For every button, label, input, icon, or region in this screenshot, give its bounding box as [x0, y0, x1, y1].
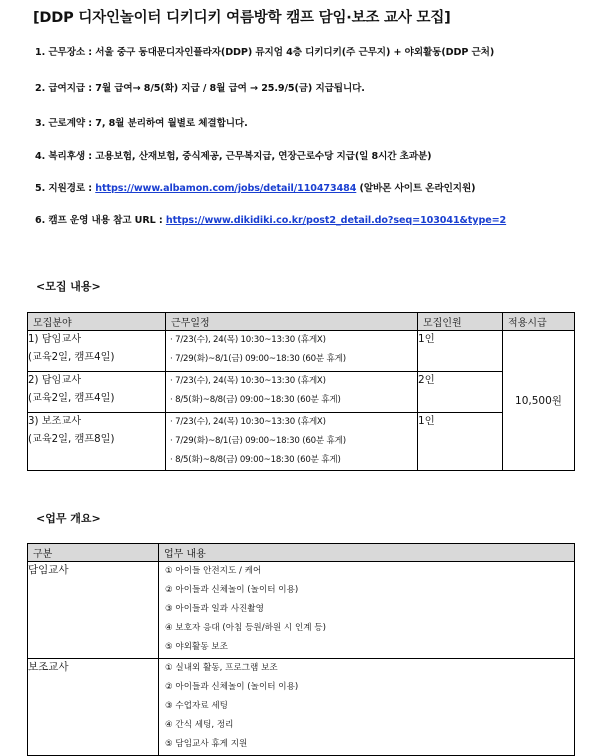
schedule-line: · 8/5(화)~8/8(금) 09:00~18:30 (60분 휴게) — [170, 455, 341, 465]
header-schedule: 근무일정 — [166, 313, 418, 331]
info-benefits: 4. 복리후생 : 고용보험, 산재보험, 중식제공, 근무복지급, 연장근로수당 지급(일 8시간 초과분) — [35, 151, 432, 162]
info-camp-url — [35, 212, 506, 226]
info-salary: 2. 급여지급 : 7월 급여→ 8/5(화) 지급 / 8월 급여 → 25.9/5(금) 지급됩니다. — [35, 83, 365, 94]
table-row — [28, 413, 575, 471]
schedule-cell — [166, 413, 418, 471]
albamon-link[interactable]: https://www.albamon.com/jobs/detail/110473484 — [95, 183, 357, 194]
schedule-line: · 7/29(화)~8/1(금) 09:00~18:30 (60분 휴게) — [170, 436, 346, 446]
table-row — [28, 372, 575, 413]
table-row — [28, 659, 575, 756]
table-row — [28, 331, 575, 372]
duty-item: ⑤ 야외활동 보조 — [165, 642, 228, 652]
duty-cell — [159, 562, 575, 659]
position-title: 1) 담임교사 — [28, 334, 82, 345]
header-count: 모집인원 — [418, 313, 503, 331]
position-detail: (교육2일, 캠프4일) — [28, 352, 115, 363]
duty-cell — [159, 659, 575, 756]
info-apply-route — [35, 180, 475, 194]
duty-item: ② 아이들과 신체놀이 (놀이터 이용) — [165, 682, 299, 692]
dikidiki-link[interactable]: https://www.dikidiki.co.kr/post2_detail.do?seq=103041&type=2 — [165, 215, 507, 226]
duty-item: ④ 보호자 응대 (아침 등원/하원 시 인계 등) — [165, 623, 326, 633]
header-position: 모집분야 — [28, 313, 166, 331]
position-title: 2) 담임교사 — [28, 375, 82, 386]
position-cell — [28, 331, 166, 372]
duties-header-row — [28, 544, 575, 562]
duty-item: ④ 간식 세팅, 정리 — [165, 720, 234, 730]
duty-item: ① 아이들 안전지도 / 케어 — [165, 566, 262, 576]
header-role: 구분 — [28, 544, 159, 562]
recruit-header-row — [28, 313, 575, 331]
position-title: 3) 보조교사 — [28, 416, 82, 427]
apply-route-note: (알바몬 사이트 온라인지원) — [356, 183, 476, 194]
camp-url-label: 6. 캠프 운영 내용 참고 URL : — [35, 215, 166, 226]
table-row — [28, 562, 575, 659]
schedule-line: · 7/23(수), 24(목) 10:30~13:30 (휴게X) — [170, 417, 326, 427]
count-cell: 1인 — [418, 413, 503, 471]
schedule-line: · 7/23(수), 24(목) 10:30~13:30 (휴게X) — [170, 335, 326, 345]
recruit-table — [27, 312, 575, 471]
count-cell: 1인 — [418, 331, 503, 372]
duty-item: ③ 아이들과 일과 사진촬영 — [165, 604, 264, 614]
count-cell: 2인 — [418, 372, 503, 413]
info-contract: 3. 근로계약 : 7, 8월 분리하여 월별로 체결합니다. — [35, 118, 248, 129]
info-work-location: 1. 근무장소 : 서울 중구 동대문디자인플라자(DDP) 뮤지엄 4층 디키디키(주 근무지) + 야외활동(DDP 근처) — [35, 47, 495, 58]
apply-route-label: 5. 지원경로 : — [35, 183, 96, 194]
schedule-cell — [166, 372, 418, 413]
position-detail: (교육2일, 캠프4일) — [28, 393, 115, 404]
duty-item: ⑤ 담임교사 휴게 지원 — [165, 739, 248, 749]
position-detail: (교육2일, 캠프8일) — [28, 434, 115, 445]
recruit-section-title: <모집 내용> — [36, 280, 101, 293]
duty-item: ① 실내외 활동, 프로그램 보조 — [165, 663, 278, 673]
schedule-line: · 8/5(화)~8/8(금) 09:00~18:30 (60분 휴게) — [170, 395, 341, 405]
duties-table — [27, 543, 575, 756]
duty-item: ② 아이들과 신체놀이 (놀이터 이용) — [165, 585, 299, 595]
schedule-cell — [166, 331, 418, 372]
schedule-line: · 7/23(수), 24(목) 10:30~13:30 (휴게X) — [170, 376, 326, 386]
schedule-line: · 7/29(화)~8/1(금) 09:00~18:30 (60분 휴게) — [170, 354, 346, 364]
header-duty: 업무 내용 — [159, 544, 575, 562]
duty-item: ③ 수업자료 세팅 — [165, 701, 228, 711]
wage-cell: 10,500원 — [503, 331, 575, 471]
position-cell — [28, 413, 166, 471]
page-title: [DDP 디자인놀이터 디키디키 여름방학 캠프 담임·보조 교사 모집] — [33, 10, 451, 26]
header-wage: 적용시급 — [503, 313, 575, 331]
duties-section-title: <업무 개요> — [36, 512, 101, 525]
position-cell — [28, 372, 166, 413]
role-cell: 담임교사 — [28, 562, 159, 659]
role-cell: 보조교사 — [28, 659, 159, 756]
